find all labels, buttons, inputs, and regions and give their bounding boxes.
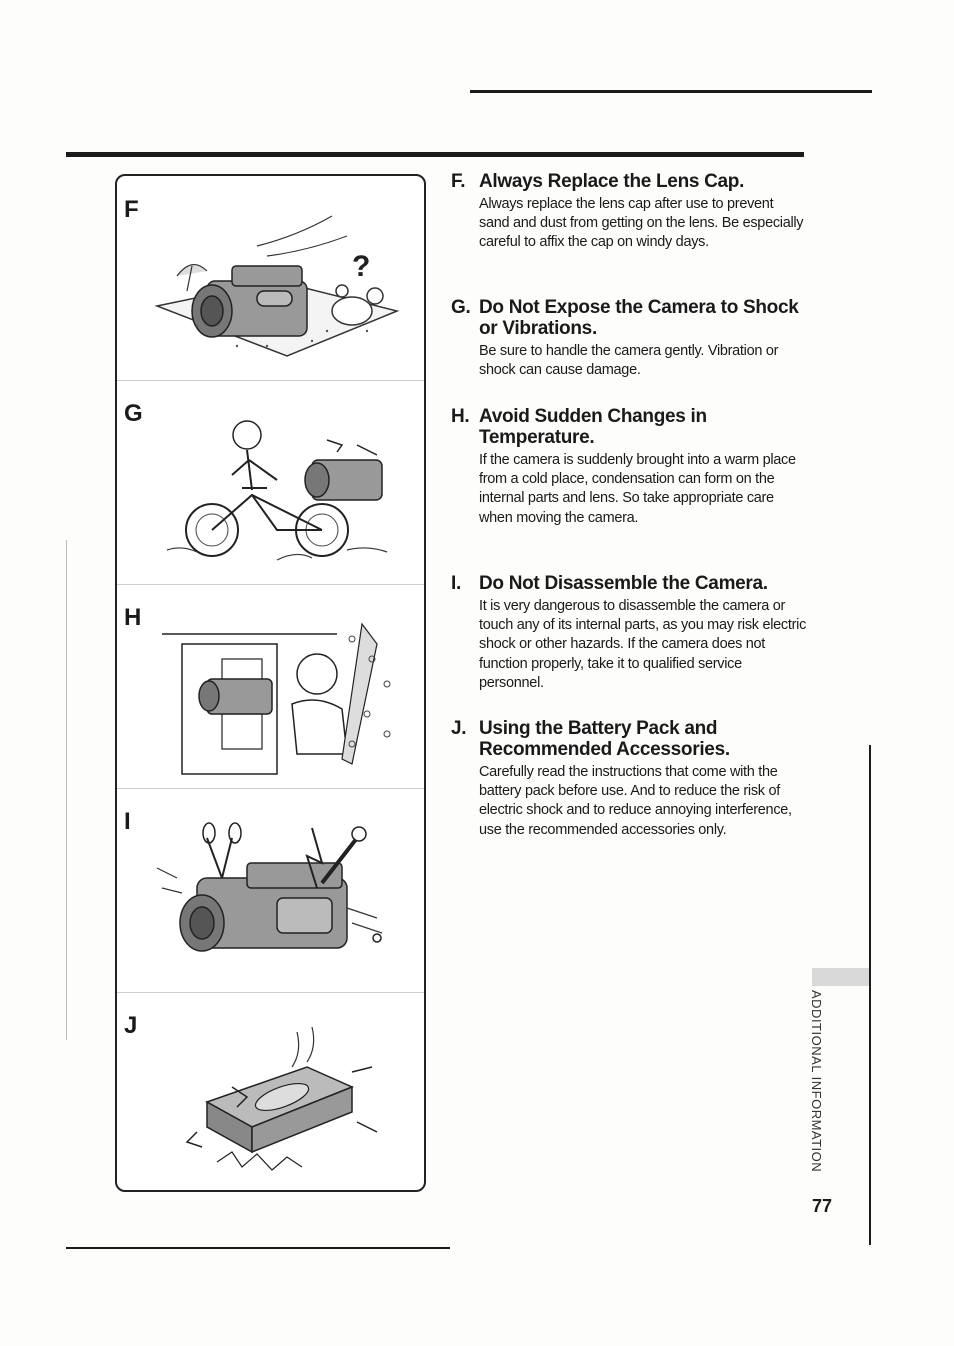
camera-on-bicycle-illustration	[137, 400, 407, 575]
camera-disassembly-illustration	[137, 808, 407, 983]
panel-j	[117, 992, 424, 1192]
panel-f	[117, 176, 424, 380]
section-i	[451, 573, 806, 693]
panel-letter: J	[124, 1012, 138, 1039]
section-title-text: Do Not Disassemble the Camera.	[479, 573, 768, 594]
panel-letter: I	[124, 808, 131, 835]
side-tab-shade	[812, 968, 869, 986]
header-rule	[66, 152, 804, 157]
section-title-text: Always Replace the Lens Cap.	[479, 171, 745, 192]
left-margin-rule	[66, 540, 67, 1040]
panel-letter: G	[124, 400, 143, 427]
section-letter: H.	[451, 406, 470, 427]
section-title-text: Avoid Sudden Changes in Temperature.	[479, 406, 707, 448]
section-letter: I.	[451, 573, 461, 594]
section-title	[451, 297, 806, 339]
section-letter: G.	[451, 297, 471, 318]
section-j	[451, 718, 806, 840]
side-tab-label: ADDITIONAL INFORMATION	[809, 990, 824, 1173]
section-f	[451, 171, 806, 253]
section-title	[451, 718, 806, 760]
side-margin-rule	[869, 745, 871, 1245]
section-body: Be sure to handle the camera gently. Vibration or shock can cause damage.	[479, 343, 779, 379]
illustration-panel-box	[115, 174, 426, 1192]
section-title-text: Using the Battery Pack and Recommended Accessories.	[479, 718, 730, 760]
svg-text:?: ?	[352, 250, 371, 283]
section-body: Always replace the lens cap after use to prevent sand and dust from getting on the lens. Be especially careful to affix the cap on windy days.	[479, 196, 804, 251]
side-tab	[802, 990, 832, 1180]
page-number: 77	[812, 1196, 833, 1216]
section-title	[451, 406, 806, 448]
section-title	[451, 171, 806, 192]
panel-h	[117, 584, 424, 788]
top-right-rule	[470, 90, 872, 93]
section-letter: J.	[451, 718, 467, 739]
bottom-rule	[66, 1247, 450, 1249]
battery-pack-illustration	[137, 1012, 407, 1187]
section-title	[451, 573, 806, 594]
section-h	[451, 406, 806, 528]
panel-letter: F	[124, 196, 139, 223]
camera-on-beach-illustration	[137, 196, 407, 371]
section-letter: F.	[451, 171, 466, 192]
panel-i	[117, 788, 424, 992]
camera-cold-to-warm-illustration	[137, 604, 407, 779]
section-body: Carefully read the instructions that come with the battery pack before use. And to reduce the risk of electric shock and to reduce annoying interference, use the recommended accessories only.	[479, 764, 792, 838]
panel-g	[117, 380, 424, 584]
panel-letter: H	[124, 604, 142, 631]
section-g	[451, 297, 806, 380]
section-title-text: Do Not Expose the Camera to Shock or Vibrations.	[479, 297, 799, 339]
section-body: If the camera is suddenly brought into a warm place from a cold place, condensation can form on the internal parts and lens. So take appropriate care when moving the camera.	[479, 452, 796, 526]
section-body: It is very dangerous to disassemble the camera or touch any of its internal parts, as you may risk electric shock or other hazards. If the camera does not function properly, take it to qualified service personnel.	[479, 598, 807, 691]
